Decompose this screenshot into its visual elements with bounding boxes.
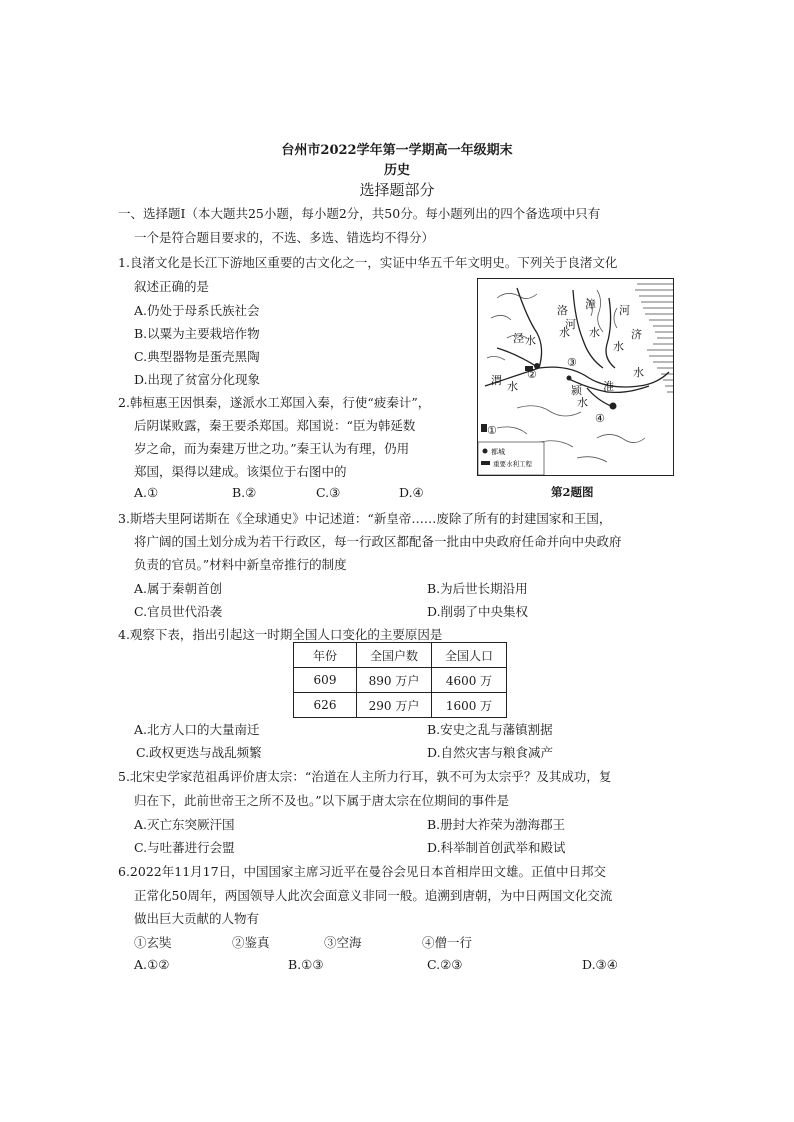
- q2-stem-cont-2: 岁之命，而为秦建万世之功。”秦王认为有理，仍用: [134, 441, 410, 456]
- q6-option-a: A.①②: [134, 957, 170, 972]
- q5-option-d: D.科举制首创武举和殿试: [427, 840, 566, 855]
- q6-item-2: ②鉴真: [232, 935, 270, 950]
- q2-option-a: A.①: [134, 485, 159, 500]
- legend-project-label: 重要水利工程: [493, 460, 532, 468]
- map-label-shui-1: 水: [559, 326, 570, 339]
- q6-item-4: ④僧一行: [422, 935, 473, 950]
- q6-option-b: B.①③: [288, 957, 324, 972]
- q2-stem: 2.韩桓惠王因惧秦，遂派水工郑国入秦，行使“疲秦计”，: [118, 395, 431, 410]
- q5-option-b: B.册封大祚荣为渤海郡王: [427, 817, 566, 832]
- q5-stem: 5.北宋史学家范祖禹评价唐太宗：“治道在人主所力行耳，孰不可为太宗乎？及其成功，复: [118, 769, 612, 784]
- q6-stem-cont-1: 正常化50周年，两国领导人此次会面意义非同一般。追溯到唐朝，为中日两国文化交流: [134, 888, 613, 903]
- q1-option-b: B.以粟为主要栽培作物: [134, 326, 260, 341]
- q2-stem-cont-3: 郑国，渠得以建成。该渠位于右图中的: [134, 464, 347, 479]
- q6-item-1: ①玄奘: [134, 935, 172, 950]
- instructions-line-1: 一、选择题Ⅰ（本大题共25小题，每小题2分，共50分。每小题列出的四个备选项中只有: [118, 206, 601, 221]
- map-label-zhang: 漳: [585, 298, 596, 311]
- table-cell: 626: [294, 693, 357, 718]
- table-header-cell: 全国户数: [357, 643, 432, 668]
- q6-option-c: C.②③: [427, 957, 463, 972]
- table-cell: 1600 万: [432, 693, 507, 718]
- q3-option-a: A.属于秦朝首创: [134, 581, 223, 596]
- q6-stem-cont-2: 做出巨大贡献的人物有: [134, 911, 260, 926]
- q3-stem-cont-2: 负责的官员。”材料中新皇帝推行的制度: [134, 557, 347, 572]
- map-label-shui-7: 水: [633, 366, 644, 379]
- table-header-cell: 全国人口: [432, 643, 507, 668]
- q4-option-c: C.政权更迭与战乱频繁: [136, 745, 262, 760]
- table-row: [294, 693, 507, 718]
- map-label-shui-3: 水: [613, 340, 624, 353]
- map-label-shui-6: 水: [577, 396, 588, 409]
- q4-stem: 4.观察下表，指出引起这一时期全国人口变化的主要原因是: [118, 627, 443, 642]
- subject-title: 历史: [383, 163, 410, 178]
- map-marker-2: ②: [527, 368, 537, 381]
- q3-option-c: C.官员世代沿袭: [134, 604, 223, 619]
- map-label-luo: 洛: [557, 304, 568, 317]
- q1-option-a: A.仍处于母系氏族社会: [134, 303, 260, 318]
- map-marker-1: ①: [487, 424, 497, 437]
- q3-option-b: B.为后世长期沿用: [427, 581, 528, 596]
- q4-option-d: D.自然灾害与粮食减产: [427, 745, 554, 760]
- population-table: [293, 642, 507, 718]
- map-label-ji: 济: [631, 328, 642, 341]
- q3-option-d: D.削弱了中央集权: [427, 604, 529, 619]
- q2-option-b: B.②: [232, 485, 257, 500]
- ancient-rivers-map: [477, 278, 674, 476]
- table-header-row: [294, 643, 507, 668]
- q5-option-c: C.与吐蕃进行会盟: [134, 840, 235, 855]
- q4-option-b: B.安史之乱与藩镇割据: [427, 722, 553, 737]
- q1-stem-cont: 叙述正确的是: [134, 279, 210, 294]
- q4-option-a: A.北方人口的大量南迁: [134, 722, 260, 737]
- map-caption: 第2题图: [551, 485, 594, 499]
- q2-stem-cont-1: 后阴谋败露，秦王要杀郑国。郑国说：“臣为韩延数: [134, 418, 416, 433]
- q1-option-d: D.出现了贫富分化现象: [134, 372, 261, 387]
- map-label-he-2: 河: [619, 304, 630, 317]
- map-label-shui-2: 水: [589, 326, 600, 339]
- q3-stem-cont-1: 将广阔的国土划分成为若干行政区，每一行政区都配备一批由中央政府任命并向中央政府: [134, 534, 622, 549]
- map-label-he-1: 河: [565, 318, 576, 331]
- legend-city-label: 都城: [491, 448, 505, 456]
- q1-option-c: C.典型器物是蛋壳黑陶: [134, 349, 260, 364]
- map-label-huai: 淮: [603, 380, 614, 393]
- map-label-shui-5: 水: [507, 380, 518, 393]
- q6-item-3: ③空海: [324, 935, 362, 950]
- q6-stem: 6.2022年11月17日，中国国家主席习近平在曼谷会见日本首相岸田文雄。正值中日邦交: [118, 864, 607, 879]
- map-label-shui-4: 水: [525, 334, 536, 347]
- map-marker-3: ③: [567, 356, 577, 369]
- map-label-wei: 渭: [491, 374, 502, 387]
- instructions-line-2: 一个是符合题目要求的，不选、多选、错选均不得分）: [134, 230, 435, 245]
- q5-option-a: A.灭亡东突厥汗国: [134, 817, 235, 832]
- map-label-jing: 泾: [513, 332, 524, 345]
- q1-stem: 1.良渚文化是长江下游地区重要的古文化之一，实证中华五千年文明史。下列关于良渚文化: [118, 255, 618, 270]
- table-header-cell: 年份: [294, 643, 357, 668]
- q3-stem: 3.斯塔夫里阿诺斯在《全球通史》中记述道：“新皇帝……废除了所有的封建国家和王国，: [118, 511, 612, 526]
- q2-option-d: D.④: [399, 485, 424, 500]
- exam-title: 台州市2022学年第一学期高一年级期末: [281, 143, 513, 158]
- q2-option-c: C.③: [316, 485, 341, 500]
- table-cell: 890 万户: [357, 668, 432, 693]
- table-row: [294, 668, 507, 693]
- section-title: 选择题部分: [359, 181, 435, 199]
- table-cell: 609: [294, 668, 357, 693]
- table-cell: 290 万户: [357, 693, 432, 718]
- map-label-ying: 颍: [571, 384, 582, 397]
- map-marker-4: ④: [595, 412, 605, 425]
- q5-stem-cont: 归在下，此前世帝王之所不及也。”以下属于唐太宗在位期间的事件是: [134, 793, 510, 808]
- table-cell: 4600 万: [432, 668, 507, 693]
- q6-option-d: D.③④: [582, 957, 618, 972]
